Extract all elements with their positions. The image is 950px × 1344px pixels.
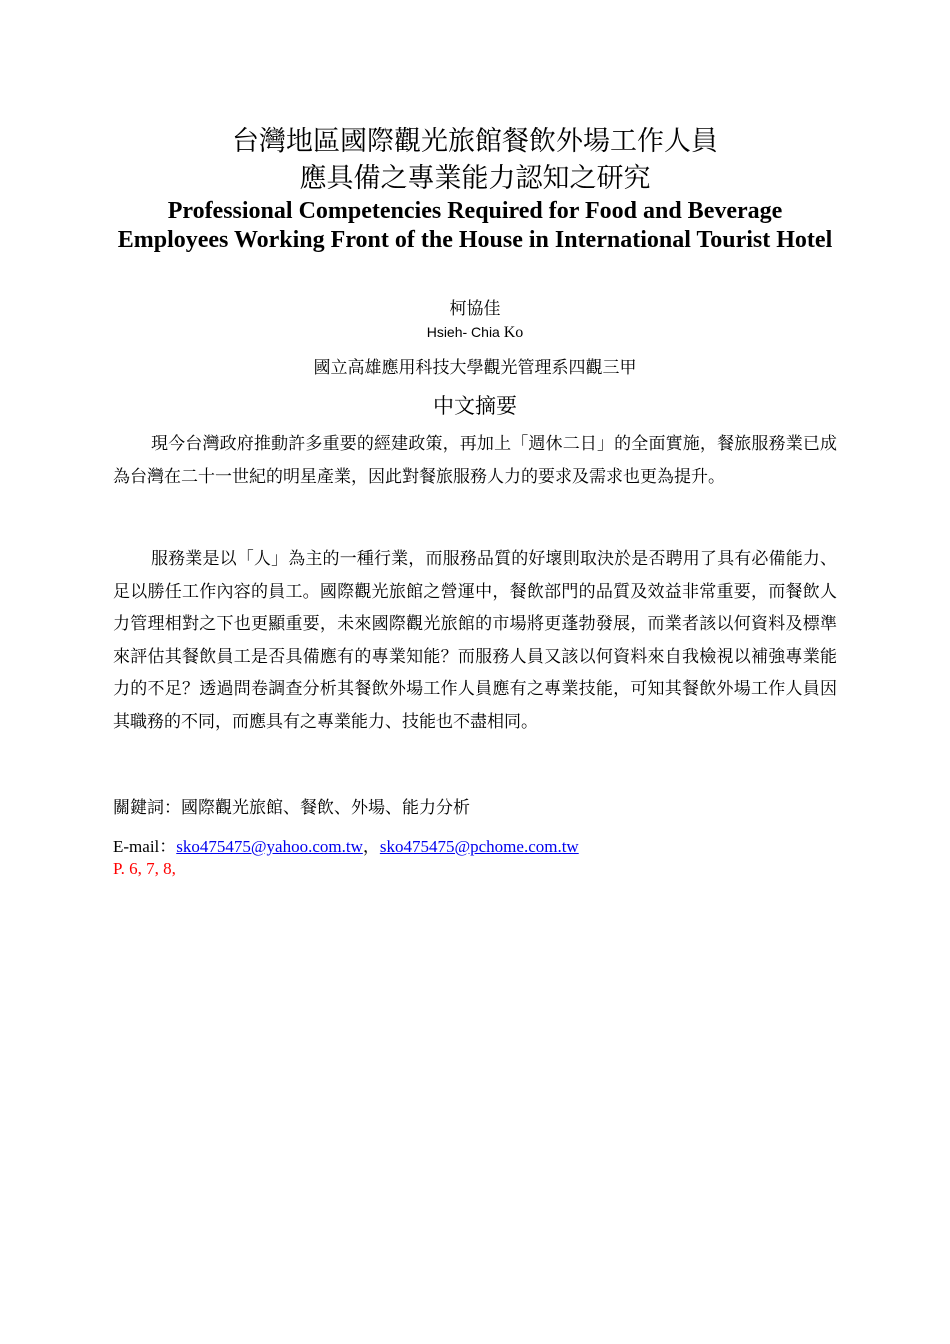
author-family-name: Ko [503,324,524,341]
author-name-chinese: 柯協佳 [449,299,501,319]
email-link-yahoo[interactable]: sko475475@yahoo.com.tw [176,837,363,856]
author-affiliation: 國立高雄應用科技大學觀光管理系四觀三甲 [313,358,637,378]
page-numbers-note: P. 6, 7, 8, [113,859,176,878]
abstract-heading: 中文摘要 [433,394,517,418]
author-name-english [0,322,950,343]
email-link-pchome[interactable]: sko475475@pchome.com.tw [379,837,579,856]
keywords: 關鍵詞：國際觀光旅館、餐飲、外場、能力分析 [113,798,470,818]
abstract-paragraph-2: 服務業是以「人」為主的一種行業，而服務品質的好壞則取決於是否聘用了具有必備能力、足以勝任工作內容的員工。國際觀光旅館之營運中，餐飲部門的品質及效益非常重要，而餐飲人力管理相對之下也更顯重要，未來國際觀光旅館的市場將更蓬勃發展，而業者該以何資料及標準來評估其餐飲員工是否具備應有的專業知能？而服務人員又該以何資料來自我檢視以補強專業能力的不足？透過問卷調查分析其餐飲外場工作人員應有之專業技能，可知其餐飲外場工作人員因其職務的不同，而應具有之專業能力、技能也不盡相同。 [113,549,837,732]
contact-email-line [113,836,837,858]
email-separator: ， [362,837,380,856]
author-given-name: Hsieh- Chia [426,324,504,340]
email-label: E-mail： [113,837,177,856]
title-chinese-line-1: 台灣地區國際觀光旅館餐飲外場工作人員 [232,126,718,157]
title-english: Professional Competencies Required for Food and Beverage Employees Working Front of the House in International Tourist Hotel [117,198,833,253]
title-chinese-line-2: 應具備之專業能力認知之研究 [299,163,651,194]
abstract-paragraph-1: 現今台灣政府推動許多重要的經建政策，再加上「週休二日」的全面實施，餐旅服務業已成為台灣在二十一世紀的明星產業，因此對餐旅服務人力的要求及需求也更為提升。 [113,434,837,487]
